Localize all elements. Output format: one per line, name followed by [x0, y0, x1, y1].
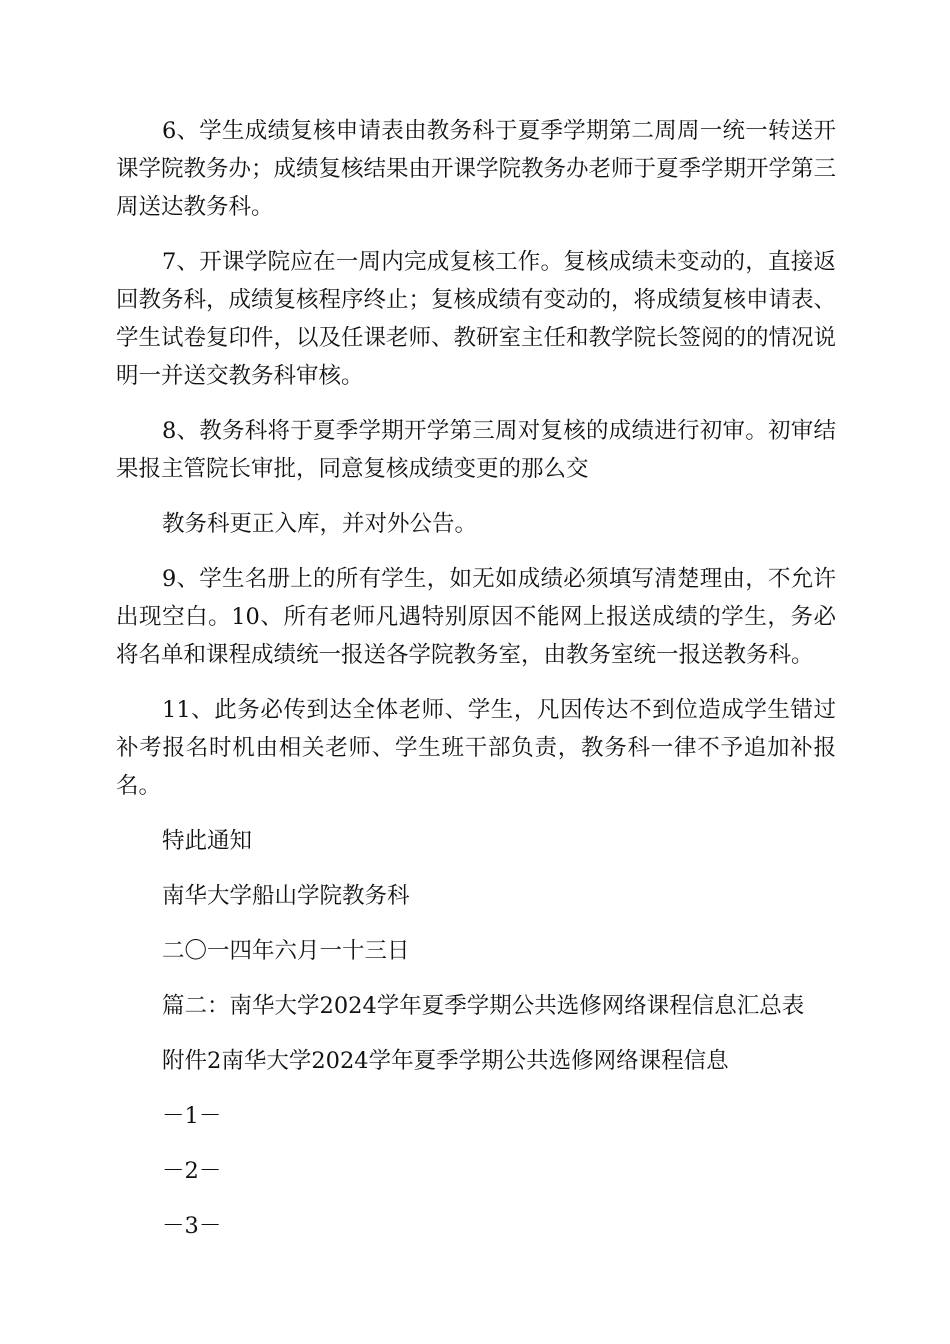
section-title: 篇二：南华大学2024学年夏季学期公共选修网络课程信息汇总表	[162, 993, 805, 1019]
page-marker-2: －2－	[162, 1158, 222, 1184]
closing-notice: 特此通知	[162, 828, 253, 854]
page-marker-1: －1－	[162, 1103, 222, 1129]
paragraph-8: 8、教务科将于夏季学期开学第三周对复核的成绩进行初审。初审结果报主管院长审批，同意复核成绩变更的那么交	[116, 418, 836, 482]
document-date: 二〇一四年六月一十三日	[162, 938, 410, 964]
page-marker-3: －3－	[162, 1213, 222, 1239]
paragraph-11: 11、此务必传到达全体老师、学生，凡因传达不到位造成学生错过补考报名时机由相关老师、学生班干部负责，教务科一律不予追加补报名。	[116, 697, 836, 799]
paragraph-6: 6、学生成绩复核申请表由教务科于夏季学期第二周周一统一转送开课学院教务办；成绩复核结果由开课学院教务办老师于夏季学期开学第三周送达教务科。	[116, 118, 837, 220]
paragraph-9-10: 9、学生名册上的所有学生，如无如成绩必须填写清楚理由，不允许出现空白。10、所有老师凡遇特别原因不能网上报送成绩的学生，务必将名单和课程成绩统一报送各学院教务室，由教务室统一报送教务科。	[116, 566, 836, 668]
attachment-title: 附件2南华大学2024学年夏季学期公共选修网络课程信息	[162, 1048, 729, 1074]
paragraph-7: 7、开课学院应在一周内完成复核工作。复核成绩未变动的，直接返回教务科，成绩复核程序终止；复核成绩有变动的，将成绩复核申请表、学生试卷复印件，以及任课老师、教研室主任和教学院长签阅的的情况说明一并送交教务科审核。	[116, 249, 837, 389]
signature: 南华大学船山学院教务科	[162, 883, 410, 909]
paragraph-8-continuation: 教务科更正入库，并对外公告。	[162, 511, 478, 537]
